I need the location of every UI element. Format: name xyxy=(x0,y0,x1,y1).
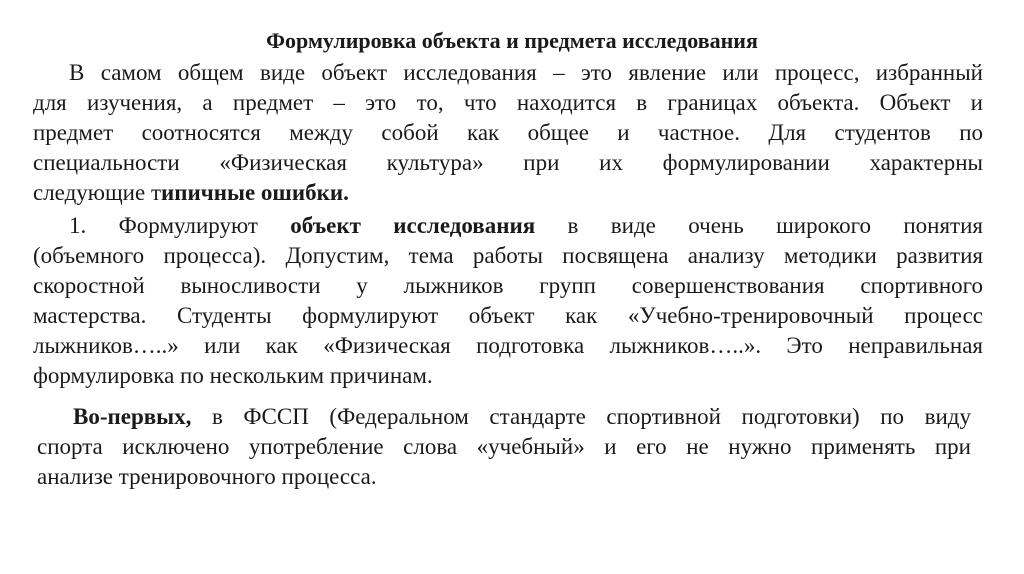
text-segment: следующие т xyxy=(33,180,162,205)
research-object-term: объект исследования xyxy=(290,213,536,238)
paragraph-line xyxy=(37,402,971,432)
paragraph-line: скоростной выносливости у лыжников групп совершенствования спортивного xyxy=(33,273,983,298)
paragraph-error-one xyxy=(33,211,983,391)
paragraph-line: формулировка по нескольким причинам. xyxy=(33,363,433,388)
text-segment: в виде очень широкого понятия xyxy=(535,213,983,238)
paragraph-line: В самом общем виде объект исследования – это явление или процесс, избранный xyxy=(69,60,983,85)
paragraph-line: лыжников…..» или как «Физическая подготовка лыжников…..». Это неправильная xyxy=(33,333,983,358)
text-segment: 1. Формулируют xyxy=(69,213,291,238)
slide-title: Формулировка объекта и предмета исследования xyxy=(266,28,758,53)
paragraph-line: мастерства. Студенты формулируют объект как «Учебно-тренировочный процесс xyxy=(33,303,983,328)
paragraph-line: для изучения, а предмет – это то, что находится в границах объекта. Объект и xyxy=(33,90,983,115)
paragraph-definition xyxy=(33,58,983,208)
paragraph-line: специальности «Физическая культура» при их формулировании характерны xyxy=(33,150,983,175)
firstly-label: Во-первых, xyxy=(73,404,192,429)
typical-errors-label: ипичные ошибки. xyxy=(161,180,349,205)
paragraph-line: (объемного процесса). Допустим, тема работы посвящена анализу методики развития xyxy=(33,243,983,268)
paragraph-line xyxy=(33,178,983,208)
paragraph-line: спорта исключено употребление слова «учебный» и его не нужно применять при xyxy=(37,434,971,459)
text-segment: в ФССП (Федеральном стандарте спортивной подготовки) по виду xyxy=(191,404,971,429)
paragraph-line xyxy=(33,211,983,241)
paragraph-line: анализе тренировочного процесса. xyxy=(37,464,377,489)
paragraph-firstly xyxy=(37,402,971,492)
paragraph-line: предмет соотносятся между собой как общее и частное. Для студентов по xyxy=(33,120,983,145)
